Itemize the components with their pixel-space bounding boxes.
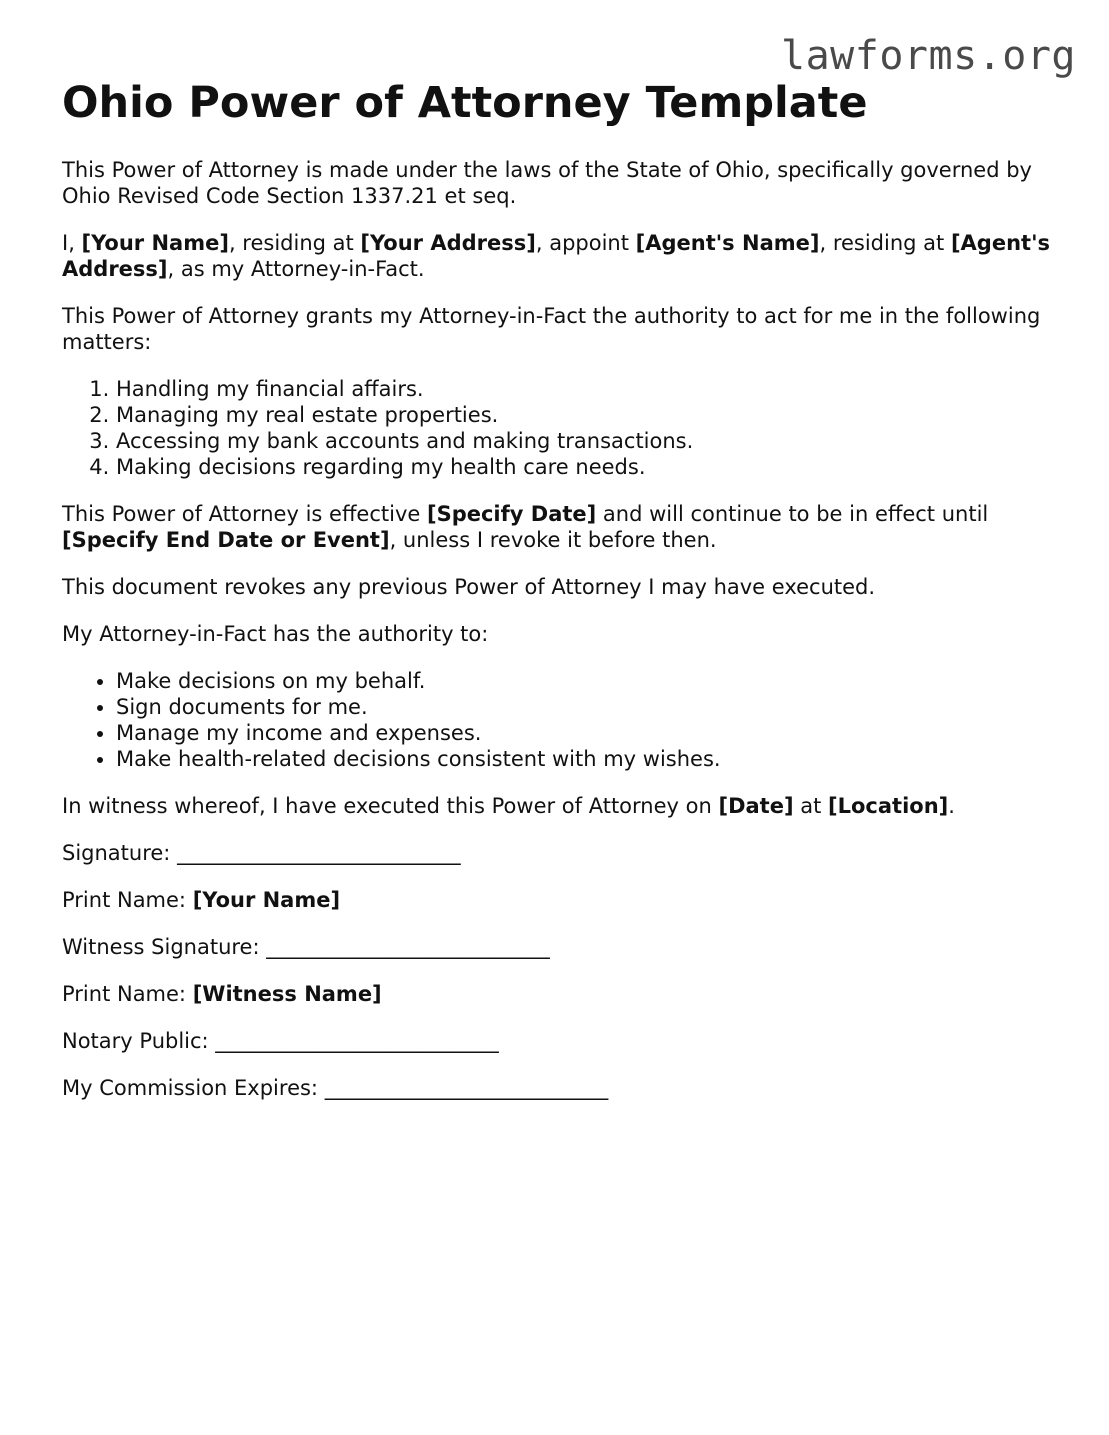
end-date-placeholder: [Specify End Date or Event] — [62, 527, 390, 552]
list-item: 1. Handling my financial affairs. — [116, 376, 1052, 402]
list-item: • Sign documents for me. — [116, 694, 1052, 720]
location-placeholder: [Location] — [828, 793, 949, 818]
notary-field: Notary Public: ___________________________ — [62, 1028, 499, 1053]
date-placeholder: [Date] — [718, 793, 794, 818]
list-item: 4. Making decisions regarding my health care needs. — [116, 454, 1052, 480]
appointment-paragraph: I, [Your Name], residing at [Your Address], appoint [Agent's Name], residing at [Agent's Address], as my Attorney-in-Fact. — [62, 230, 1050, 281]
list-item: 2. Managing my real estate properties. — [116, 402, 1052, 428]
agent-address-placeholder: [Agent's Address] — [62, 230, 1050, 281]
revokes-paragraph: This document revokes any previous Power of Attorney I may have executed. — [62, 574, 876, 599]
matters-list — [62, 376, 1052, 480]
list-item: 3. Accessing my bank accounts and making transactions. — [116, 428, 1052, 454]
your-address-placeholder: [Your Address] — [360, 230, 536, 255]
page-title: Ohio Power of Attorney Template — [62, 78, 868, 128]
witness-signature-line[interactable]: ___________________________ — [266, 934, 550, 959]
authorities-list — [62, 668, 1052, 772]
specify-date-placeholder: [Specify Date] — [426, 501, 597, 526]
intro-paragraph: This Power of Attorney is made under the laws of the State of Ohio, specifically governed by Ohio Revised Code Section 1337.21 et seq. — [62, 157, 1032, 208]
document-page — [62, 78, 1052, 1122]
witness-name-placeholder: [Witness Name] — [192, 981, 382, 1006]
agent-name-placeholder: [Agent's Name] — [635, 230, 820, 255]
signature-line[interactable]: ___________________________ — [177, 840, 461, 865]
print-name-placeholder: [Your Name] — [192, 887, 341, 912]
your-name-placeholder: [Your Name] — [81, 230, 229, 255]
witness-print-name-field: Print Name: [Witness Name] — [62, 981, 382, 1006]
watermark-logo: lawforms.org — [781, 33, 1076, 79]
notary-line[interactable]: ___________________________ — [215, 1028, 499, 1053]
print-name-field: Print Name: [Your Name] — [62, 887, 341, 912]
witness-paragraph: In witness whereof, I have executed this Power of Attorney on [Date] at [Location]. — [62, 793, 955, 818]
grants-paragraph: This Power of Attorney grants my Attorney-in-Fact the authority to act for me in the following matters: — [62, 303, 1041, 354]
list-item: • Manage my income and expenses. — [116, 720, 1052, 746]
commission-field: My Commission Expires: ___________________________ — [62, 1075, 609, 1100]
authority-intro: My Attorney-in-Fact has the authority to: — [62, 621, 489, 646]
list-item: • Make decisions on my behalf. — [116, 668, 1052, 694]
effective-paragraph: This Power of Attorney is effective [Specify Date] and will continue to be in effect until [Specify End Date or Event], unless I revoke it before then. — [62, 501, 989, 552]
list-item: • Make health-related decisions consistent with my wishes. — [116, 746, 1052, 772]
commission-line[interactable]: ___________________________ — [324, 1075, 609, 1100]
witness-signature-field: Witness Signature: ___________________________ — [62, 934, 550, 959]
signature-field: Signature: ___________________________ — [62, 840, 461, 865]
